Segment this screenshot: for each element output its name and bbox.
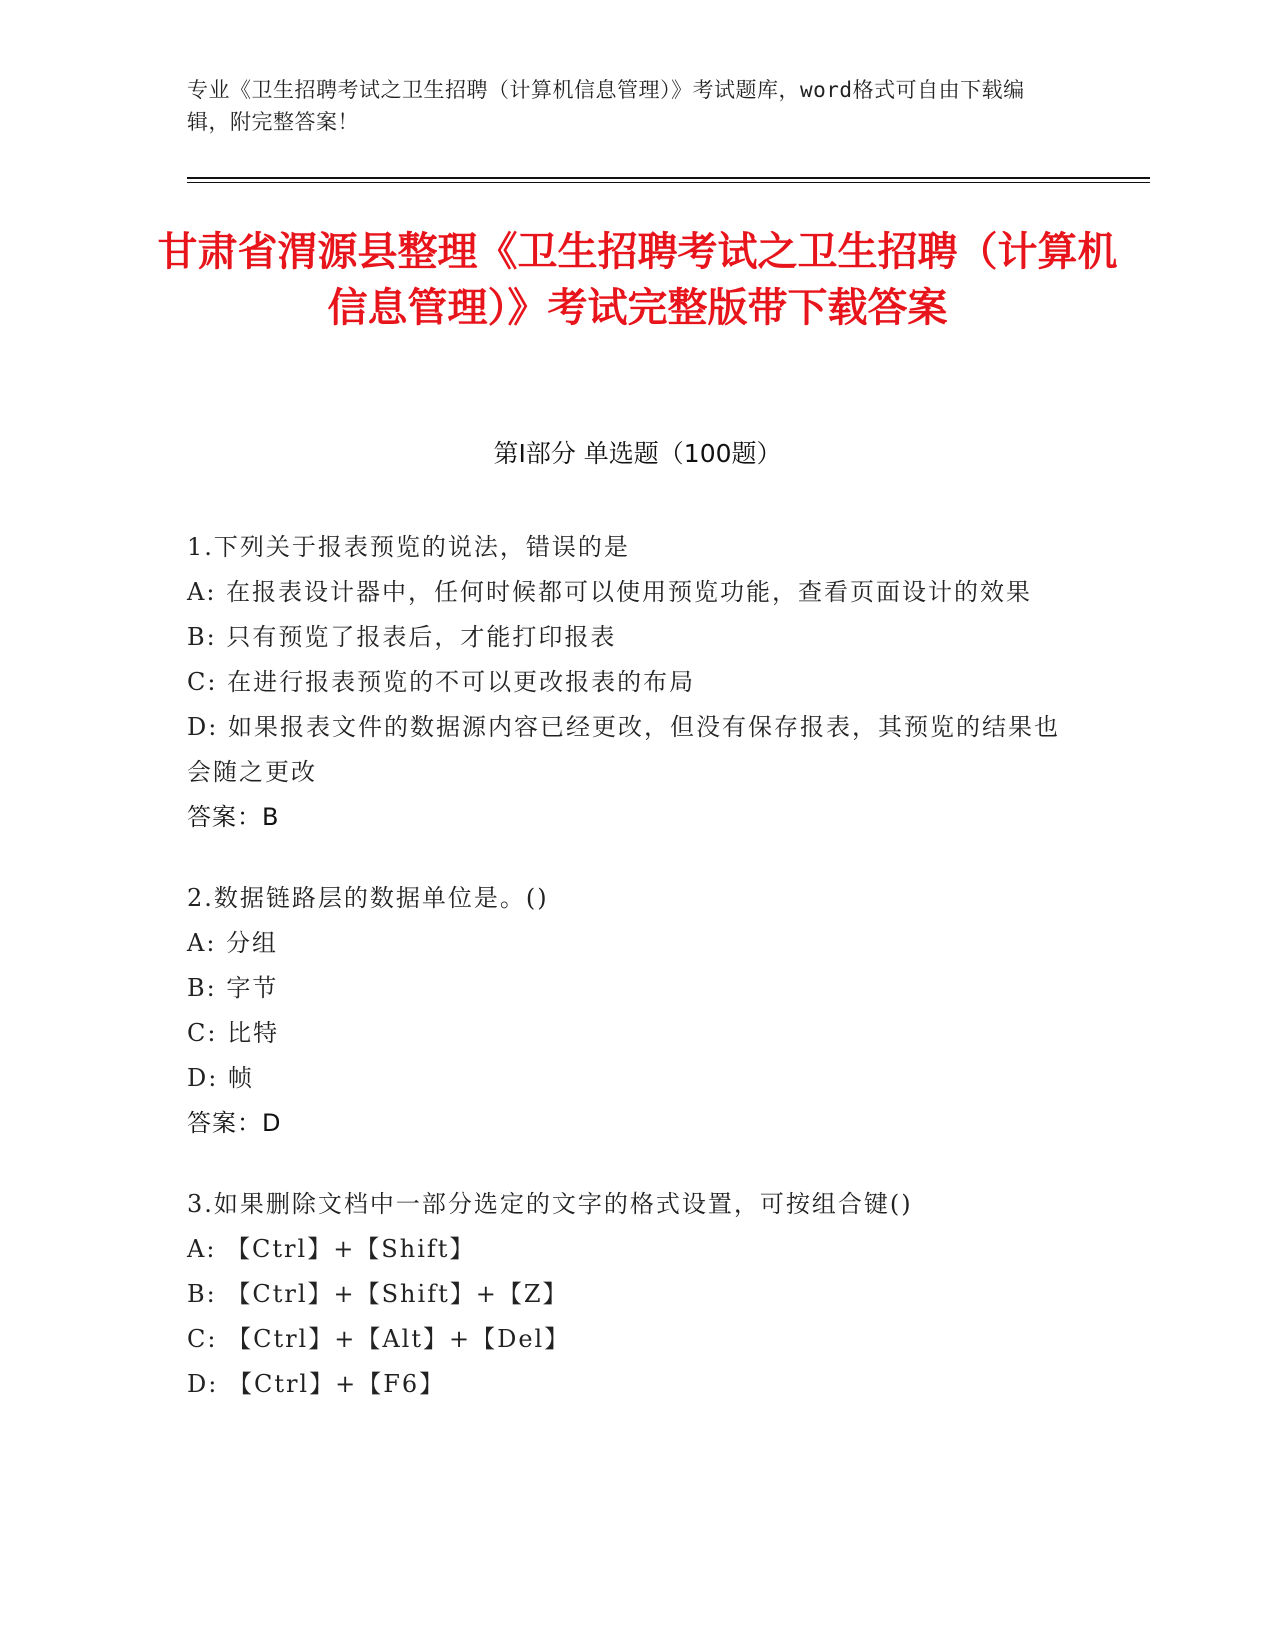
question-list <box>187 525 1067 1443</box>
section-heading: 第I部分 单选题（100题） <box>493 439 782 468</box>
option-a: A: 【Ctrl】+【Shift】 <box>187 1235 476 1263</box>
document-title: 甘肃省渭源县整理《卫生招聘考试之卫生招聘（计算机信息管理）》考试完整版带下载答案 <box>157 229 1118 331</box>
question-stem: 1.下列关于报表预览的说法，错误的是 <box>187 533 630 561</box>
question-2 <box>187 876 1067 1146</box>
option-d: D: 如果报表文件的数据源内容已经更改，但没有保存报表，其预览的结果也会随之更改 <box>187 713 1060 786</box>
option-c: C: 【Ctrl】+【Alt】+【Del】 <box>187 1325 571 1353</box>
header-rule-thin <box>187 182 1150 183</box>
answer-line: 答案：D <box>187 1109 282 1137</box>
option-a: A: 在报表设计器中，任何时候都可以使用预览功能，查看页面设计的效果 <box>187 578 1033 606</box>
option-d: D: 【Ctrl】+【F6】 <box>187 1370 446 1398</box>
question-3 <box>187 1182 1067 1407</box>
option-d: D: 帧 <box>187 1064 254 1092</box>
option-a: A: 分组 <box>187 929 279 957</box>
option-b: B: 只有预览了报表后，才能打印报表 <box>187 623 617 651</box>
header-note: 专业《卫生招聘考试之卫生招聘（计算机信息管理）》考试题库，word格式可自由下载编辑，附完整答案！ <box>187 78 1025 134</box>
option-c: C: 在进行报表预览的不可以更改报表的布局 <box>187 668 696 696</box>
question-stem: 3.如果删除文档中一部分选定的文字的格式设置，可按组合键() <box>187 1190 913 1218</box>
question-stem: 2.数据链路层的数据单位是。() <box>187 884 549 912</box>
answer-line: 答案：B <box>187 803 280 831</box>
option-b: B: 字节 <box>187 974 279 1002</box>
option-b: B: 【Ctrl】+【Shift】+【Z】 <box>187 1280 569 1308</box>
option-c: C: 比特 <box>187 1019 280 1047</box>
question-1 <box>187 525 1067 840</box>
header-rule-thick <box>187 177 1150 179</box>
